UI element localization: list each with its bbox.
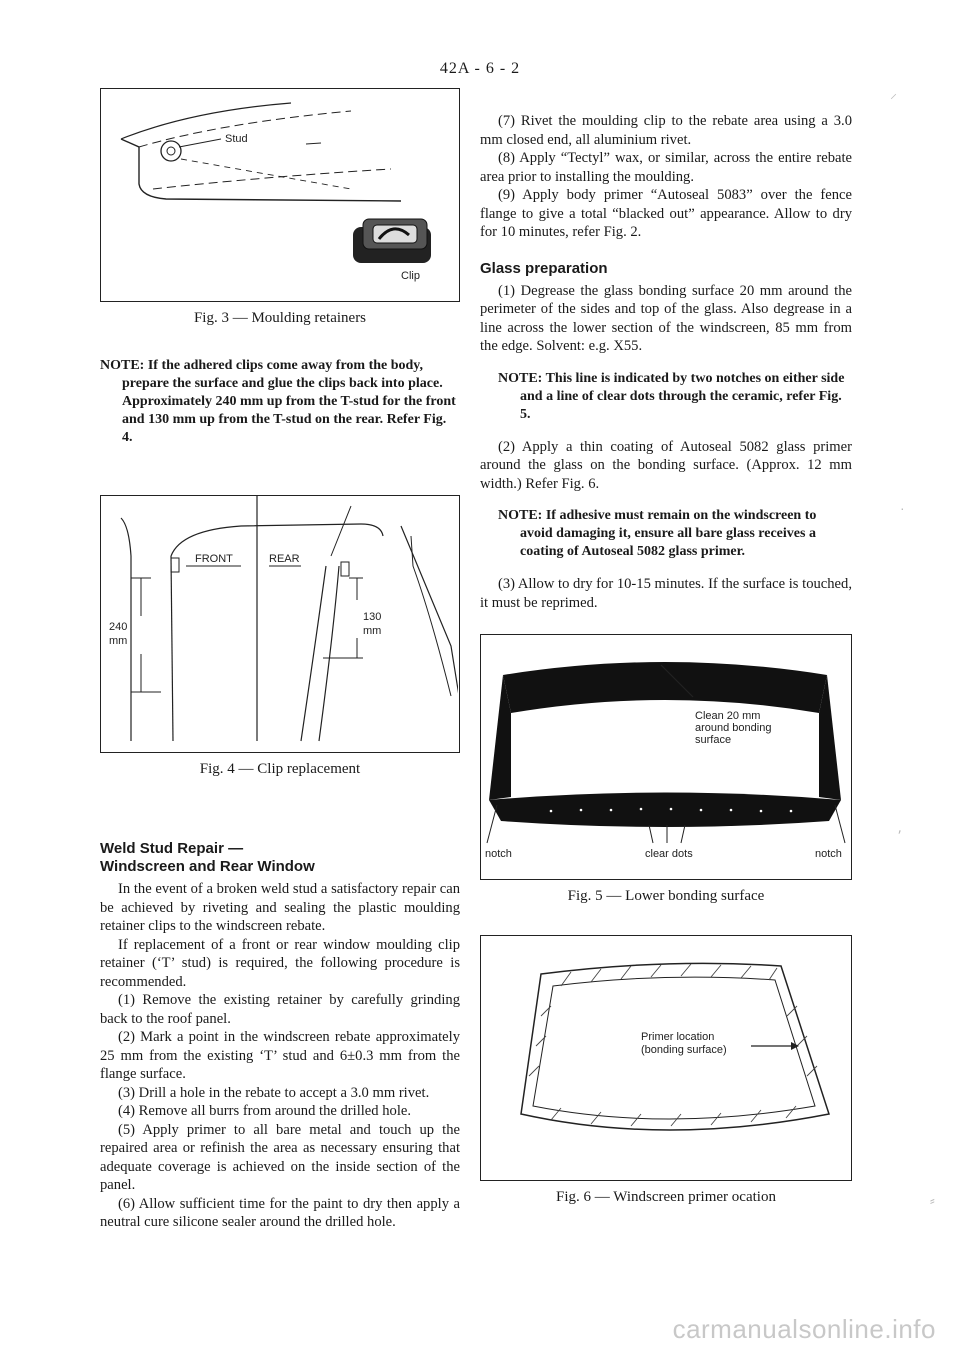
glass-step-1: (1) Degrease the glass bonding surface 20 mm around the perimeter of the sides and top of the glass. Also degrease in a line across the lower section of the windscreen, 85 mm from the edge. Solvent: e.g. X55. xyxy=(480,282,852,354)
fig4-label-130: 130 xyxy=(363,611,382,623)
fig5-label-clean-2: around bonding xyxy=(695,722,772,734)
figure-6-windscreen-primer xyxy=(480,935,852,1181)
fig5-label-clean-1: Clean 20 mm xyxy=(695,710,761,722)
watermark: carmanualsonline.info xyxy=(672,1314,936,1344)
figure-3-moulding-retainers xyxy=(100,88,460,302)
margin-speck: ⸗ xyxy=(930,1192,935,1208)
figure-6-drawing xyxy=(481,936,850,1180)
fig5-label-notch-right: notch xyxy=(815,848,842,860)
figure-5-drawing xyxy=(481,635,850,879)
figure-6-caption: Fig. 6 — Windscreen primer ocation xyxy=(556,1189,776,1205)
weld-para-2: If replacement of a front or rear window moulding clip retainer (‘T’ stud) is required, the following procedure is recommended. xyxy=(100,936,460,990)
weld-para-1: In the event of a broken weld stud a satisfactory repair can be achieved by riveting and sealing the plastic moulding retainer clips to the windscreen rebate. xyxy=(100,881,460,934)
fig4-label-240: 240 xyxy=(109,621,128,633)
note-adhered-clips: NOTE: If the adhered clips come away from the body, prepare the surface and glue the clips back into place. Approximately 240 mm up from the T-stud for the front and 130 mm up from the T-stud on the rear. Refer Fig. 4. xyxy=(100,358,456,445)
figure-4-clip-replacement xyxy=(100,495,460,753)
weld-step-5: (5) Apply primer to all bare metal and touch up the repaired area or refinish the area as necessary ensuring that adequate coverage is achieved on the inside section of the panel. xyxy=(100,1121,460,1193)
figure-4-caption: Fig. 4 — Clip replacement xyxy=(199,761,361,777)
fig6-label-primer-2: (bonding surface) xyxy=(641,1044,727,1056)
note-line-indication: NOTE: This line is indicated by two notches on either side and a line of clear dots through the ceramic, refer Fig. 5. xyxy=(498,370,845,422)
fig6-label-primer-1: Primer location xyxy=(641,1031,715,1043)
weld-step-2: (2) Mark a point in the windscreen rebate approximately 25 mm from the existing ‘T’ stud and 6±0.3 mm from the flange surface. xyxy=(100,1029,460,1082)
weld-step-6: (6) Allow sufficient time for the paint to dry then apply a neutral cure silicone sealer around the drilled hole. xyxy=(100,1195,460,1230)
fig3-label-clip: Clip xyxy=(401,270,420,282)
fig5-label-clear-dots: clear dots xyxy=(645,848,693,860)
glass-step-2: (2) Apply a thin coating of Autoseal 5082 glass primer around the glass on the bonding surface. (Approx. 12 mm width.) Refer Fig. 6. xyxy=(480,438,852,492)
figure-5-lower-bonding-surface xyxy=(480,634,852,880)
weld-step-7: (7) Rivet the moulding clip to the rebate area using a 3.0 mm closed end, all aluminium rivet. xyxy=(480,113,852,148)
margin-speck: · xyxy=(900,500,905,516)
figure-4-drawing xyxy=(101,496,458,752)
page-number: 42A - 6 - 2 xyxy=(439,60,521,77)
weld-step-9: (9) Apply body primer “Autoseal 5083” over the fence flange to give a total “blacked out” appearance. Allow to dry for 10 minutes, refer Fig. 2. xyxy=(480,187,852,240)
fig4-label-240-unit: mm xyxy=(109,635,128,647)
fig3-label-stud: Stud xyxy=(225,133,248,145)
section-heading-weld-stud-line2: Windscreen and Rear Window xyxy=(100,858,315,875)
left-column xyxy=(100,88,460,1232)
figure-3-caption: Fig. 3 — Moulding retainers xyxy=(193,310,367,326)
fig4-label-rear: REAR xyxy=(269,553,300,565)
figure-3-drawing xyxy=(101,89,458,301)
glass-step-3: (3) Allow to dry for 10-15 minutes. If the surface is touched, it must be reprimed. xyxy=(480,576,852,611)
weld-step-8: (8) Apply “Tectyl” wax, or similar, across the entire rebate area prior to installing the moulding. xyxy=(480,150,852,185)
weld-step-3: (3) Drill a hole in the rebate to accept a 3.0 mm rivet. xyxy=(118,1084,430,1101)
fig4-label-130-unit: mm xyxy=(363,625,382,637)
fig5-label-clean-3: surface xyxy=(695,734,732,746)
margin-speck: ⸝ xyxy=(890,85,897,101)
margin-speck: ⸴ xyxy=(898,821,902,837)
fig5-label-notch-left: notch xyxy=(485,848,512,860)
clip-part xyxy=(353,219,431,263)
section-heading-glass-preparation: Glass preparation xyxy=(480,259,608,277)
fig4-label-front: FRONT xyxy=(195,553,233,565)
weld-step-1: (1) Remove the existing retainer by carefully grinding back to the roof panel. xyxy=(100,992,460,1027)
right-column xyxy=(480,112,852,1206)
figure-5-caption: Fig. 5 — Lower bonding surface xyxy=(567,888,765,904)
note-adhesive-remain: NOTE: If adhesive must remain on the windscreen to avoid damaging it, ensure all bare glass receives a coating of Autoseal 5082 glass primer. xyxy=(498,508,817,559)
section-heading-weld-stud-line1: Weld Stud Repair — xyxy=(100,840,244,857)
weld-step-4: (4) Remove all burrs from around the drilled hole. xyxy=(118,1103,412,1119)
